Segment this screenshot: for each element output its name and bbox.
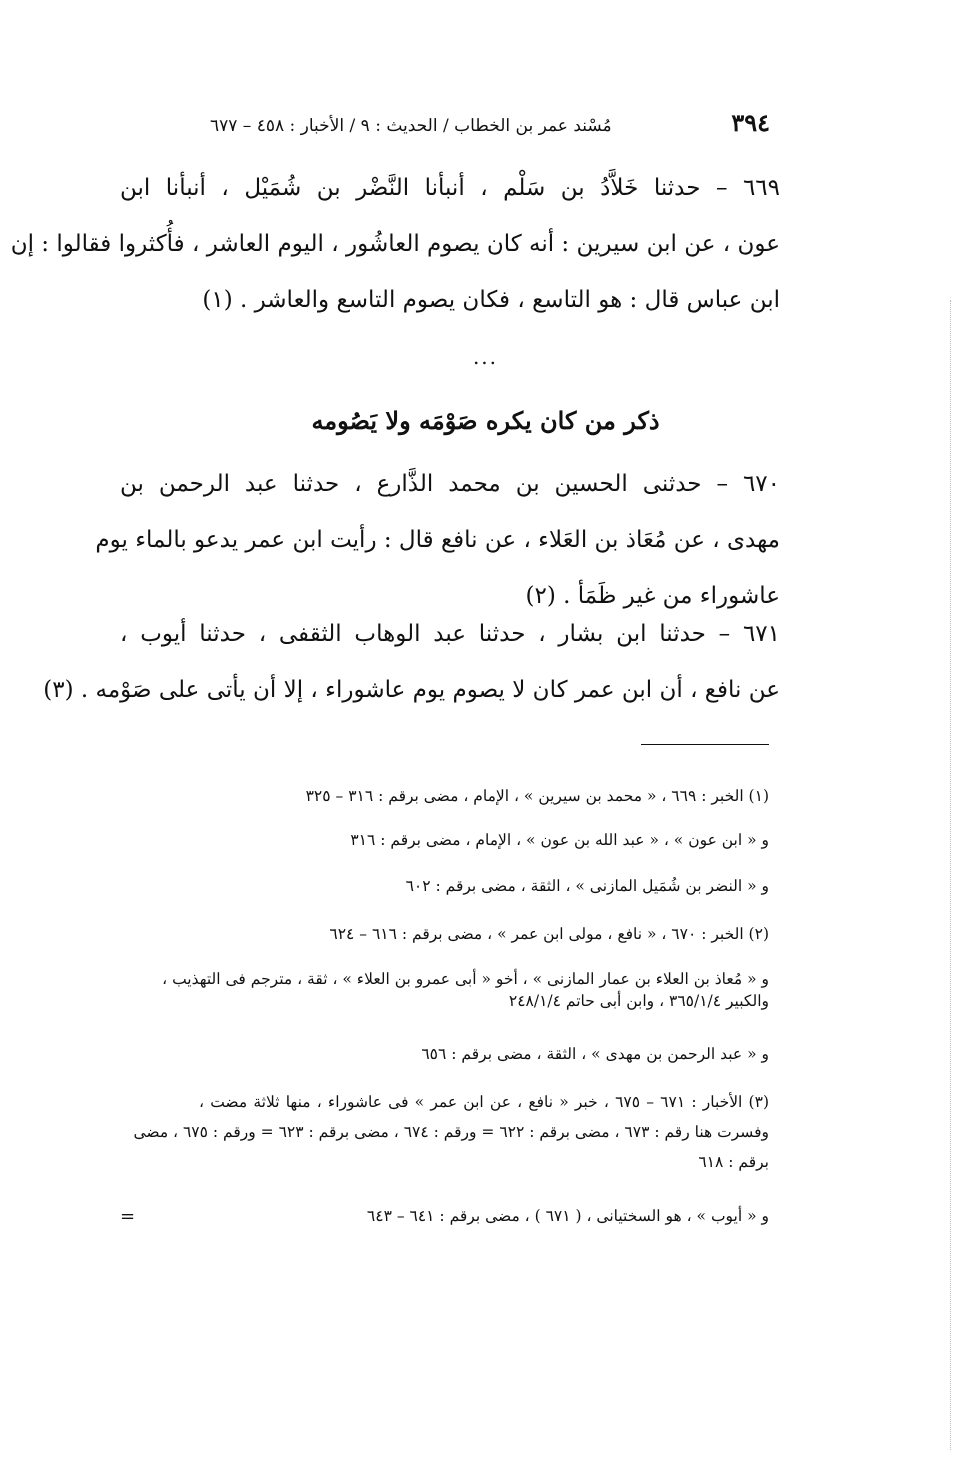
footnote-3a (133, 1087, 769, 1177)
footnote-1c (209, 875, 769, 897)
footnote-2c (209, 1043, 769, 1065)
page-header (210, 108, 770, 142)
footnote-line: (١) الخبر : ٦٦٩ ، « محمد بن سيرين » ، الإمام ، مضى برقم : ٣١٦ – ٣٢٥ (305, 787, 769, 805)
footnote-1a (209, 785, 769, 807)
footnote-line: برقم : ٦١٨ (698, 1153, 769, 1171)
footnote-line: (٣) الأخبار : ٦٧١ – ٦٧٥ ، خبر « نافع ، عن ابن عمر » فى عاشوراء ، منها ثلاثة مضت ، (199, 1093, 769, 1111)
page-number: ٣٩٤ (731, 108, 770, 137)
footnote-rule (641, 744, 769, 745)
hadith-671 (43, 606, 780, 718)
hadith-670 (95, 456, 780, 624)
hadith-669 (10, 160, 780, 328)
text-line: ٦٦٩ – حدثنا خَلاَّدُ بن سَلْم ، أنبأنا النَّضْر بن شُمَيْل ، أنبأنا ابن (120, 175, 780, 201)
footnote-line: و « ابن عون » ، « عبد الله بن عون » ، الإمام ، مضى برقم : ٣١٦ (350, 831, 769, 849)
footnote-3b (209, 1205, 769, 1227)
footnote-2b (162, 968, 769, 1012)
section-separator: ... (472, 345, 499, 369)
continuation-mark: = (120, 1206, 136, 1227)
text-line: ابن عباس قال : هو التاسع ، فكان يصوم التاسع والعاشر . (١) (202, 287, 780, 313)
footnote-line: والكبير ٣٦٥/١/٤ ، وابن أبى حاتم ٢٤٨/١/٤ (508, 992, 769, 1010)
footnote-2a (209, 923, 769, 945)
footnote-line: وفسرت هنا رقم : ٦٧٣ ، مضى برقم : ٦٢٢ = ورقم : ٦٧٤ ، مضى برقم : ٦٢٣ = ورقم : ٦٧٥ ، مضى (133, 1123, 769, 1141)
section-heading: ذكر من كان يكره صَوْمَه ولا يَصُومه (311, 406, 660, 435)
footnote-line: و « مُعاذ بن العلاء بن عمار المازنى » ، أخو « أبى عمرو بن العلاء » ، ثقة ، مترجم فى التهذيب ، (162, 970, 769, 988)
footnote-line: و « أيوب » ، هو السختيانى ، ( ٦٧١ ) ، مضى برقم : ٦٤١ – ٦٤٣ (366, 1207, 769, 1225)
running-title: مُسْند عمر بن الخطاب / الحديث : ٩ / الأخبار : ٤٥٨ – ٦٧٧ (210, 116, 612, 136)
footnote-line: و « النضر بن شُمَيل المازنى » ، الثقة ، مضى برقم : ٦٠٢ (405, 877, 769, 895)
text-line: ٦٧٠ – حدثنى الحسين بن محمد الذَّارع ، حدثنا عبد الرحمن بن (120, 471, 780, 497)
page-edge-dots (950, 300, 951, 1450)
text-line: عن نافع ، أن ابن عمر كان لا يصوم يوم عاشوراء ، إلا أن يأتى على صَوْمه . (٣) (43, 677, 780, 703)
text-line: مهدى ، عن مُعَاذ بن العَلاء ، عن نافع قال : رأيت ابن عمر يدعو بالماء يوم (95, 527, 780, 553)
text-line: عون ، عن ابن سيرين : أنه كان يصوم العاشُور ، اليوم العاشر ، فأُكثروا فقالوا : إن (10, 231, 780, 257)
text-line: ٦٧١ – حدثنا ابن بشار ، حدثنا عبد الوهاب الثقفى ، حدثنا أيوب ، (120, 621, 780, 647)
footnote-line: (٢) الخبر : ٦٧٠ ، « نافع ، مولى ابن عمر » ، مضى برقم : ٦١٦ – ٦٢٤ (329, 925, 769, 943)
footnote-line: و « عبد الرحمن بن مهدى » ، الثقة ، مضى برقم : ٦٥٦ (421, 1045, 769, 1063)
footnote-1b (209, 829, 769, 851)
text-line: عاشوراء من غير ظَمَأ . (٢) (525, 583, 780, 609)
